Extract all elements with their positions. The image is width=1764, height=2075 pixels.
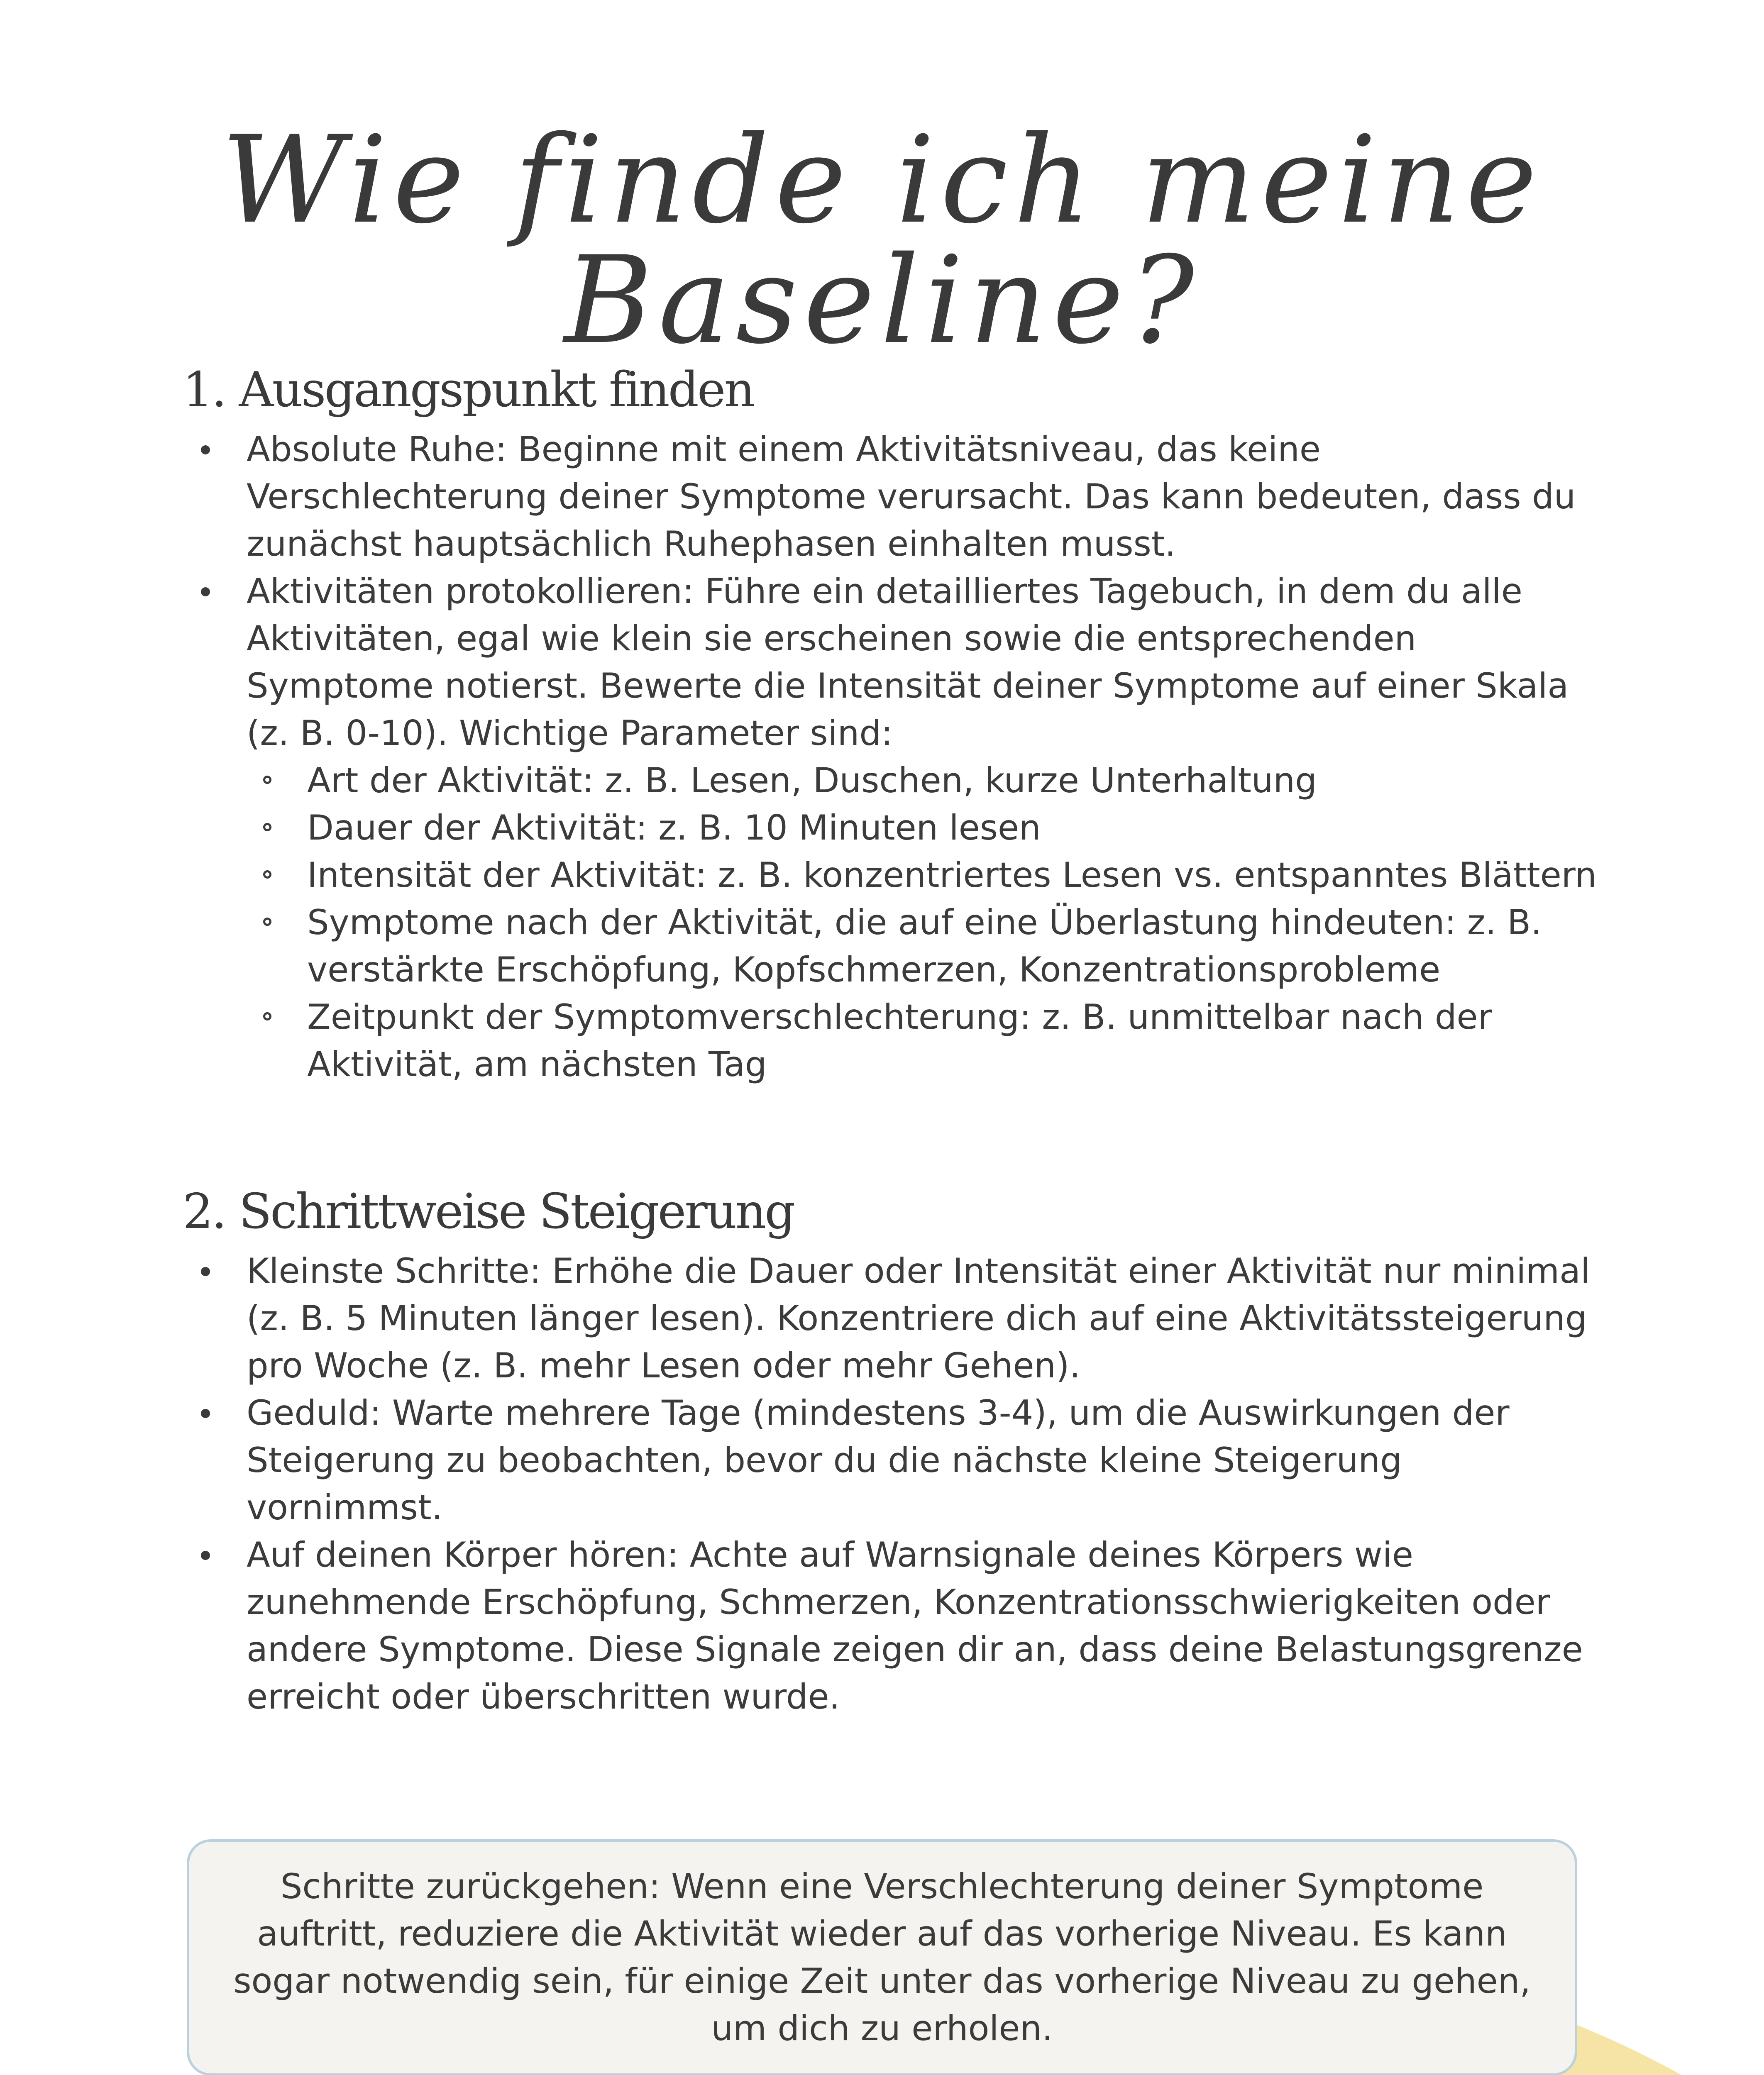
bullet-list xyxy=(183,426,1602,1088)
sub-list-item: Intensität der Aktivität: z. B. konzentriertes Lesen vs. entspanntes Blättern xyxy=(247,852,1602,899)
sub-list-item: Dauer der Aktivität: z. B. 10 Minuten lesen xyxy=(247,804,1602,852)
list-item-text: Aktivitäten protokollieren: Führe ein detailliertes Tagebuch, in dem du alle Aktivitäten, egal wie klein sie erscheinen sowie die entsprechenden Symptome notierst. Bewerte die Intensität deiner Symptome auf einer Skala (z. B. 0-10). Wichtige Parameter sind: xyxy=(247,571,1569,753)
sub-list-item: Symptome nach der Aktivität, die auf eine Überlastung hindeuten: z. B. verstärkte Erschöpfung, Kopfschmerzen, Konzentrationsprobleme xyxy=(247,899,1602,994)
list-item xyxy=(183,1531,1602,1721)
list-item-text: Absolute Ruhe: Beginne mit einem Aktivitätsniveau, das keine Verschlechterung deiner Symptome verursacht. Das kann bedeuten, dass du zunächst hauptsächlich Ruhephasen einhalten musst. xyxy=(247,429,1576,564)
section-starting-point xyxy=(183,361,1602,1088)
sub-list-item: Zeitpunkt der Symptomverschlechterung: z. B. unmittelbar nach der Aktivität, am nächsten Tag xyxy=(247,994,1602,1088)
section-heading: 1. Ausgangspunkt finden xyxy=(183,362,754,418)
list-item-text: Auf deinen Körper hören: Achte auf Warnsignale deines Körpers wie zunehmende Erschöpfung, Schmerzen, Konzentrationsschwierigkeiten oder andere Symptome. Diese Signale zeigen dir an, dass deine Belastungsgrenze erreicht oder überschritten wurde. xyxy=(247,1535,1583,1717)
list-item xyxy=(183,1247,1602,1389)
list-item xyxy=(183,426,1602,568)
section-gradual-increase xyxy=(183,1183,1602,1721)
list-item xyxy=(183,1389,1602,1531)
list-item-text: Kleinste Schritte: Erhöhe die Dauer oder Intensität einer Aktivität nur minimal (z. B. 5 Minuten länger lesen). Konzentriere dich auf eine Aktivitätssteigerung pro Woche (z. B. mehr Lesen oder mehr Gehen). xyxy=(247,1251,1591,1386)
note-text: Schritte zurückgehen: Wenn eine Verschlechterung deiner Symptome auftritt, reduziere die Aktivität wieder auf das vorherige Niveau. Es kann sogar notwendig sein, für einige Zeit unter das vorherige Niveau zu gehen, um dich zu erholen. xyxy=(233,1866,1531,2048)
page-title: Wie finde ich meine Baseline? xyxy=(221,110,1543,371)
list-item-text: Geduld: Warte mehrere Tage (mindestens 3-4), um die Auswirkungen der Steigerung zu beobachten, bevor du die nächste kleine Steigerung vornimmst. xyxy=(247,1393,1510,1528)
bullet-list xyxy=(183,1247,1602,1721)
section-heading: 2. Schrittweise Steigerung xyxy=(183,1184,794,1240)
note-box xyxy=(187,1839,1577,2075)
list-item xyxy=(183,568,1602,1088)
sub-list-item: Art der Aktivität: z. B. Lesen, Duschen, kurze Unterhaltung xyxy=(247,757,1602,804)
sub-bullet-list xyxy=(247,757,1602,1088)
